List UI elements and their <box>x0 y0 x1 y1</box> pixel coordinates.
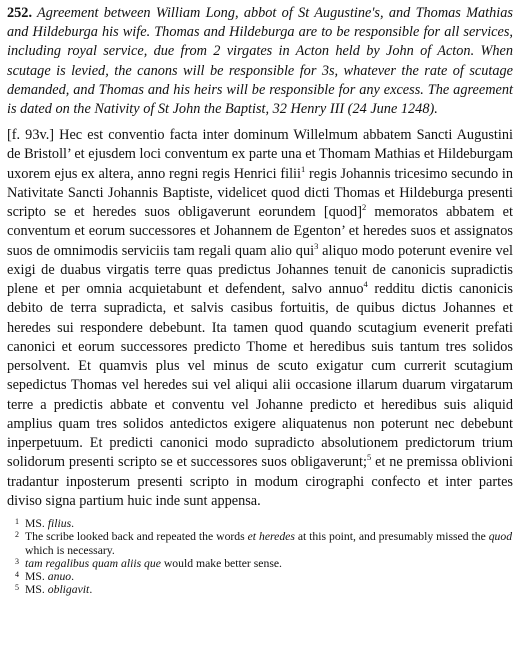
footnote <box>7 583 513 596</box>
footnote-ref: 5 <box>366 452 372 463</box>
footnote-text: . <box>71 570 75 584</box>
footnote-text: would make better sense. <box>160 556 282 570</box>
footnote-text: The scribe looked back and repeated the words <box>25 530 248 544</box>
footnote-italic: filius <box>47 517 72 531</box>
footnote-number: 3 <box>15 556 19 566</box>
footnote-italic: anuo <box>47 570 72 584</box>
footnote-text: at this point, and presumably missed the <box>294 530 489 544</box>
footnote-ref: 2 <box>361 202 367 213</box>
charter-text-part: [f. 93v.] Hec est conventio facta inter dominum Willelmum abbatem Sancti Augustini de Bristoll’ et ejusdem loci conventum ex parte una et Thomam Mathias et Hildeburgam uxorem ejus ex altera, anno regni regis Henrici filii <box>7 127 513 182</box>
footnote-ref: 3 <box>314 240 319 251</box>
footnote-ref: 4 <box>363 279 368 290</box>
charter-text <box>7 126 513 511</box>
footnote-ref: 1 <box>301 163 306 174</box>
footnote-italic: tam regalibus quam aliis que <box>25 556 161 570</box>
footnotes-list <box>7 517 513 596</box>
footnote-number: 2 <box>15 530 19 540</box>
entry-number: 252. <box>7 5 33 21</box>
charter-text-part: et ne premissa oblivioni tradantur inposterum presenti scripto in modum cirographi confecto et inter partes diviso signa partium huic inde sunt appensa. <box>7 454 513 509</box>
footnote-text: . <box>89 583 93 597</box>
footnote-text: MS. <box>25 570 48 584</box>
charter-text-part: regis Johannis tricesimo secundo in Nativitate Sancti Johannis Baptiste, videlicet quod dicti Thomas et Hildeburga presenti scripto se et heredes suos obligaverunt eorundem [quod] <box>7 165 513 221</box>
footnote-text: MS. <box>25 583 48 597</box>
charter-text-part: memoratos abbatem et conventum et eorum successores et Johannem de Egenton’ et heredes suos et assignatos suos de omnimodis serviciis tam regali quam alio qui <box>7 204 513 259</box>
footnote-number: 1 <box>15 517 19 527</box>
charter-text-part: aliquo modo poterunt evenire vel exigi de duabus virgatis terre quas predictus Johannes tenuit de canonicis supradictis plene et per omnia acquietabunt et defendent, salvo annuo <box>7 242 513 298</box>
entry-summary <box>7 4 513 119</box>
footnote-italic: obligavit <box>47 583 90 597</box>
summary-text: Agreement between William Long, abbot of St Augustine's, and Thomas Mathias and Hildeburga his wife. Thomas and Hildeburga are to be responsible for all services, including royal service, due from 2 virgates in Acton held by John of Acton. When scutage is levied, the canons will be responsible for 3s, whatever the rate of scutage demanded, and Thomas and his heirs will be responsible for any excess. The agreement is dated on the Nativity of St John the Baptist, 32 Henry III (24 June 1248). <box>7 5 513 118</box>
footnote-text: MS. <box>25 517 48 531</box>
charter-text-part: redditu dictis canonicis debito de terra supradicta, et salvis casibus fortuitis, de quibus dictus Johannes et heredes sui respondere debebunt. Ita tamen quod quando scutagium evenerit prefati canonici et eorum successores predicto Thome et heredibus suis tantum tres solidos persolvent. Et quamvis plus vel minus de scuto exigatur cum currerit scutagium sepedictus Thomas vel heredes sui vel aliqui alii occasione illarum duarum virgatarum terre a predictis abbate et conventu vel Johanne predicto et heredibus suis aliquid amplius quam tres solidos antedictos exigere aliquatenus non poterunt nec debebunt inperpetuum. Et predicti canonici modo supradicto absolutionem predictorum trium solidorum presenti scripto se et successores suos obligaverunt; <box>7 281 513 471</box>
footnote-italic: quod <box>488 530 513 544</box>
footnote-text: . <box>71 517 75 531</box>
footnote-text: which is necessary. <box>25 543 115 557</box>
footnote-number: 5 <box>15 583 19 593</box>
footnote <box>7 557 513 570</box>
footnote-italic: et heredes <box>247 530 295 544</box>
footnote <box>7 530 513 556</box>
footnote <box>7 517 513 530</box>
footnote-number: 4 <box>15 570 19 580</box>
footnote <box>7 570 513 583</box>
